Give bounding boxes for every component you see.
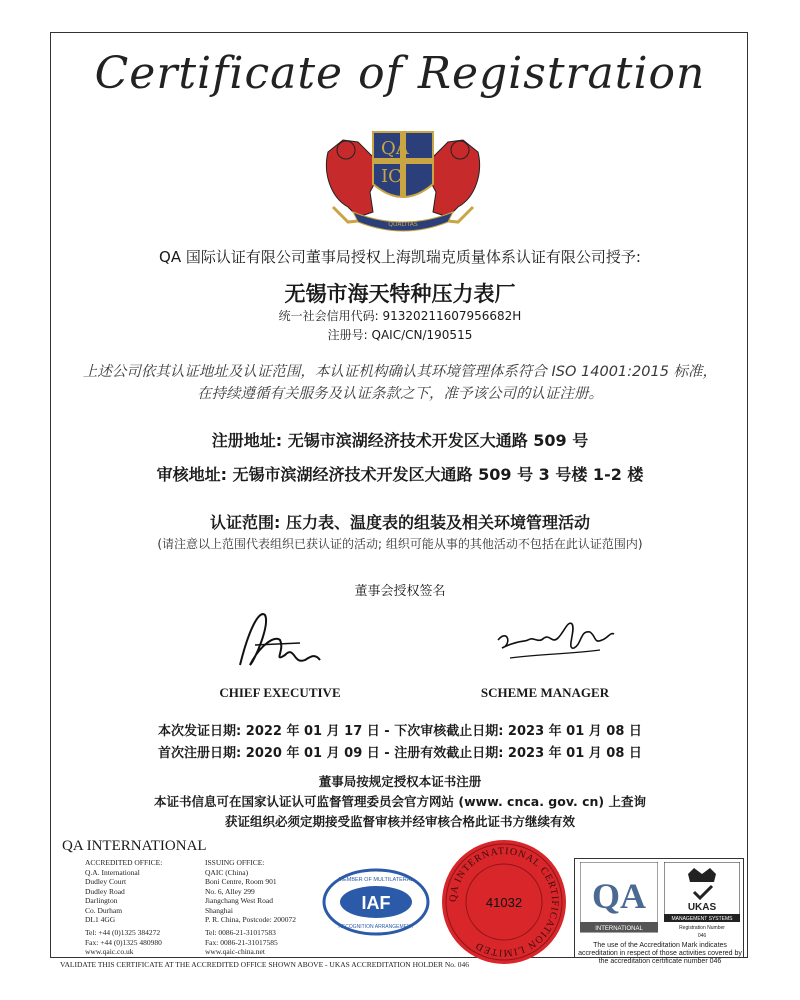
board-signature-label: 董事会授权签名 <box>354 584 446 599</box>
left-lion-icon <box>326 140 378 222</box>
red-seal-stamp <box>440 838 568 966</box>
certification-scope: 认证范围: 压力表、温度表的组装及相关环境管理活动 <box>210 513 590 532</box>
footer-verification: 本证书信息可在国家认证认可监督管理委员会官方网站 (www. cnca. gov. cn) 上查询 <box>154 794 646 809</box>
ukas-logo <box>664 862 740 940</box>
audit-address: 审核地址: 无锡市滨湖经济技术开发区大通路 509 号 3 号楼 1-2 楼 <box>156 465 644 484</box>
grant-statement: QA 国际认证有限公司董事局授权上海凯瑞克质量体系认证有限公司授予: <box>159 248 641 266</box>
credit-code: 统一社会信用代码: 91320211607956682H <box>278 309 522 323</box>
iaf-top-text: MEMBER OF MULTILATERAL <box>338 877 414 883</box>
statement-line-1: 上述公司依其认证地址及认证范围，本认证机构确认其环境管理体系符合 ISO 14001:2015 标准， <box>82 364 718 380</box>
right-lion-icon <box>428 140 480 222</box>
ukas-reg-label: Registration Number <box>679 925 725 931</box>
certificate-title: Certificate of Registration <box>94 48 706 99</box>
ukas-accreditation-note: The use of the Accreditation Mark indicates accreditation in respect of those activities covered by the accreditation certificate number 046 <box>578 942 742 965</box>
iaf-bottom-text: RECOGNITION ARRANGEMENT <box>338 924 414 930</box>
validate-notice: VALIDATE THIS CERTIFICATE AT THE ACCREDITED OFFICE SHOWN ABOVE - UKAS ACCREDITATION HOLDER No. 046 <box>60 960 470 969</box>
accredited-office-address: ACCREDITED OFFICE: Q.A. International Dudley Court Dudley Road Darlington Co. Durham DL1 4GG <box>85 858 163 924</box>
footer-authorization: 董事局按规定授权本证书注册 <box>318 774 482 789</box>
statement-line-2: 在持续遵循有关服务及认证条款之下，准予该公司的认证注册。 <box>197 386 603 402</box>
registered-address: 注册地址: 无锡市滨湖经济技术开发区大通路 509 号 <box>211 431 589 450</box>
scheme-manager-label: SCHEME MANAGER <box>480 685 610 700</box>
registration-dates: 首次注册日期: 2020 年 01 月 09 日 - 注册有效截止日期: 2023 年 01 月 08 日 <box>158 746 642 761</box>
footer-validity: 获证组织必须定期接受监督审核并经审核合格此证书方继续有效 <box>224 814 575 829</box>
qa-international-brand: QA INTERNATIONAL <box>62 838 207 854</box>
qaic-crest-logo <box>318 122 488 232</box>
qa-mark-caption: INTERNATIONAL <box>595 926 643 932</box>
scheme-manager-signature <box>490 610 620 670</box>
ukas-name: UKAS <box>687 902 717 913</box>
company-name: 无锡市海天特种压力表厂 <box>284 282 516 306</box>
seal-number: 41032 <box>485 895 523 910</box>
issuing-office-contacts: Tel: 0086-21-31017583 Fax: 0086-21-31017585 www.qaic-china.net <box>205 928 278 956</box>
crest-letters-right: IC <box>381 166 402 187</box>
registration-number: 注册号: QAIC/CN/190515 <box>327 328 473 342</box>
issue-dates: 本次发证日期: 2022 年 01 月 17 日 - 下次审核截止日期: 2023 年 01 月 08 日 <box>158 724 642 739</box>
issuing-office-address: ISSUING OFFICE: QAIC (China) Boni Centre, Room 901 No. 6, Alley 299 Jiangchang West Road Shanghai P. R. China, Postcode: 200072 <box>205 858 297 924</box>
ukas-reg-number: 046 <box>697 933 707 939</box>
chief-executive-signature <box>225 605 335 675</box>
chief-executive-label: CHIEF EXECUTIVE <box>219 685 341 700</box>
qa-mark-logo <box>580 862 658 940</box>
qa-mark-text: QA <box>592 876 646 916</box>
iaf-logo <box>322 866 430 938</box>
crest-shield-icon <box>373 132 433 197</box>
ukas-subtitle: MANAGEMENT SYSTEMS <box>671 916 733 922</box>
seal-ring-text: QA INTERNATIONAL CERTIFICATION LIMITED <box>447 845 561 959</box>
scope-note: (请注意以上范围代表组织已获认证的活动; 组织可能从事的其他活动不包括在此认证范围内) <box>157 537 643 551</box>
iaf-logo-text: IAF <box>361 893 391 913</box>
crest-letters-left: QA <box>381 138 409 159</box>
accredited-office-contacts: Tel: +44 (0)1325 384272 Fax: +44 (0)1325 480980 www.qaic.co.uk <box>85 928 162 956</box>
crest-ribbon-text: QUALITAS <box>388 221 418 228</box>
